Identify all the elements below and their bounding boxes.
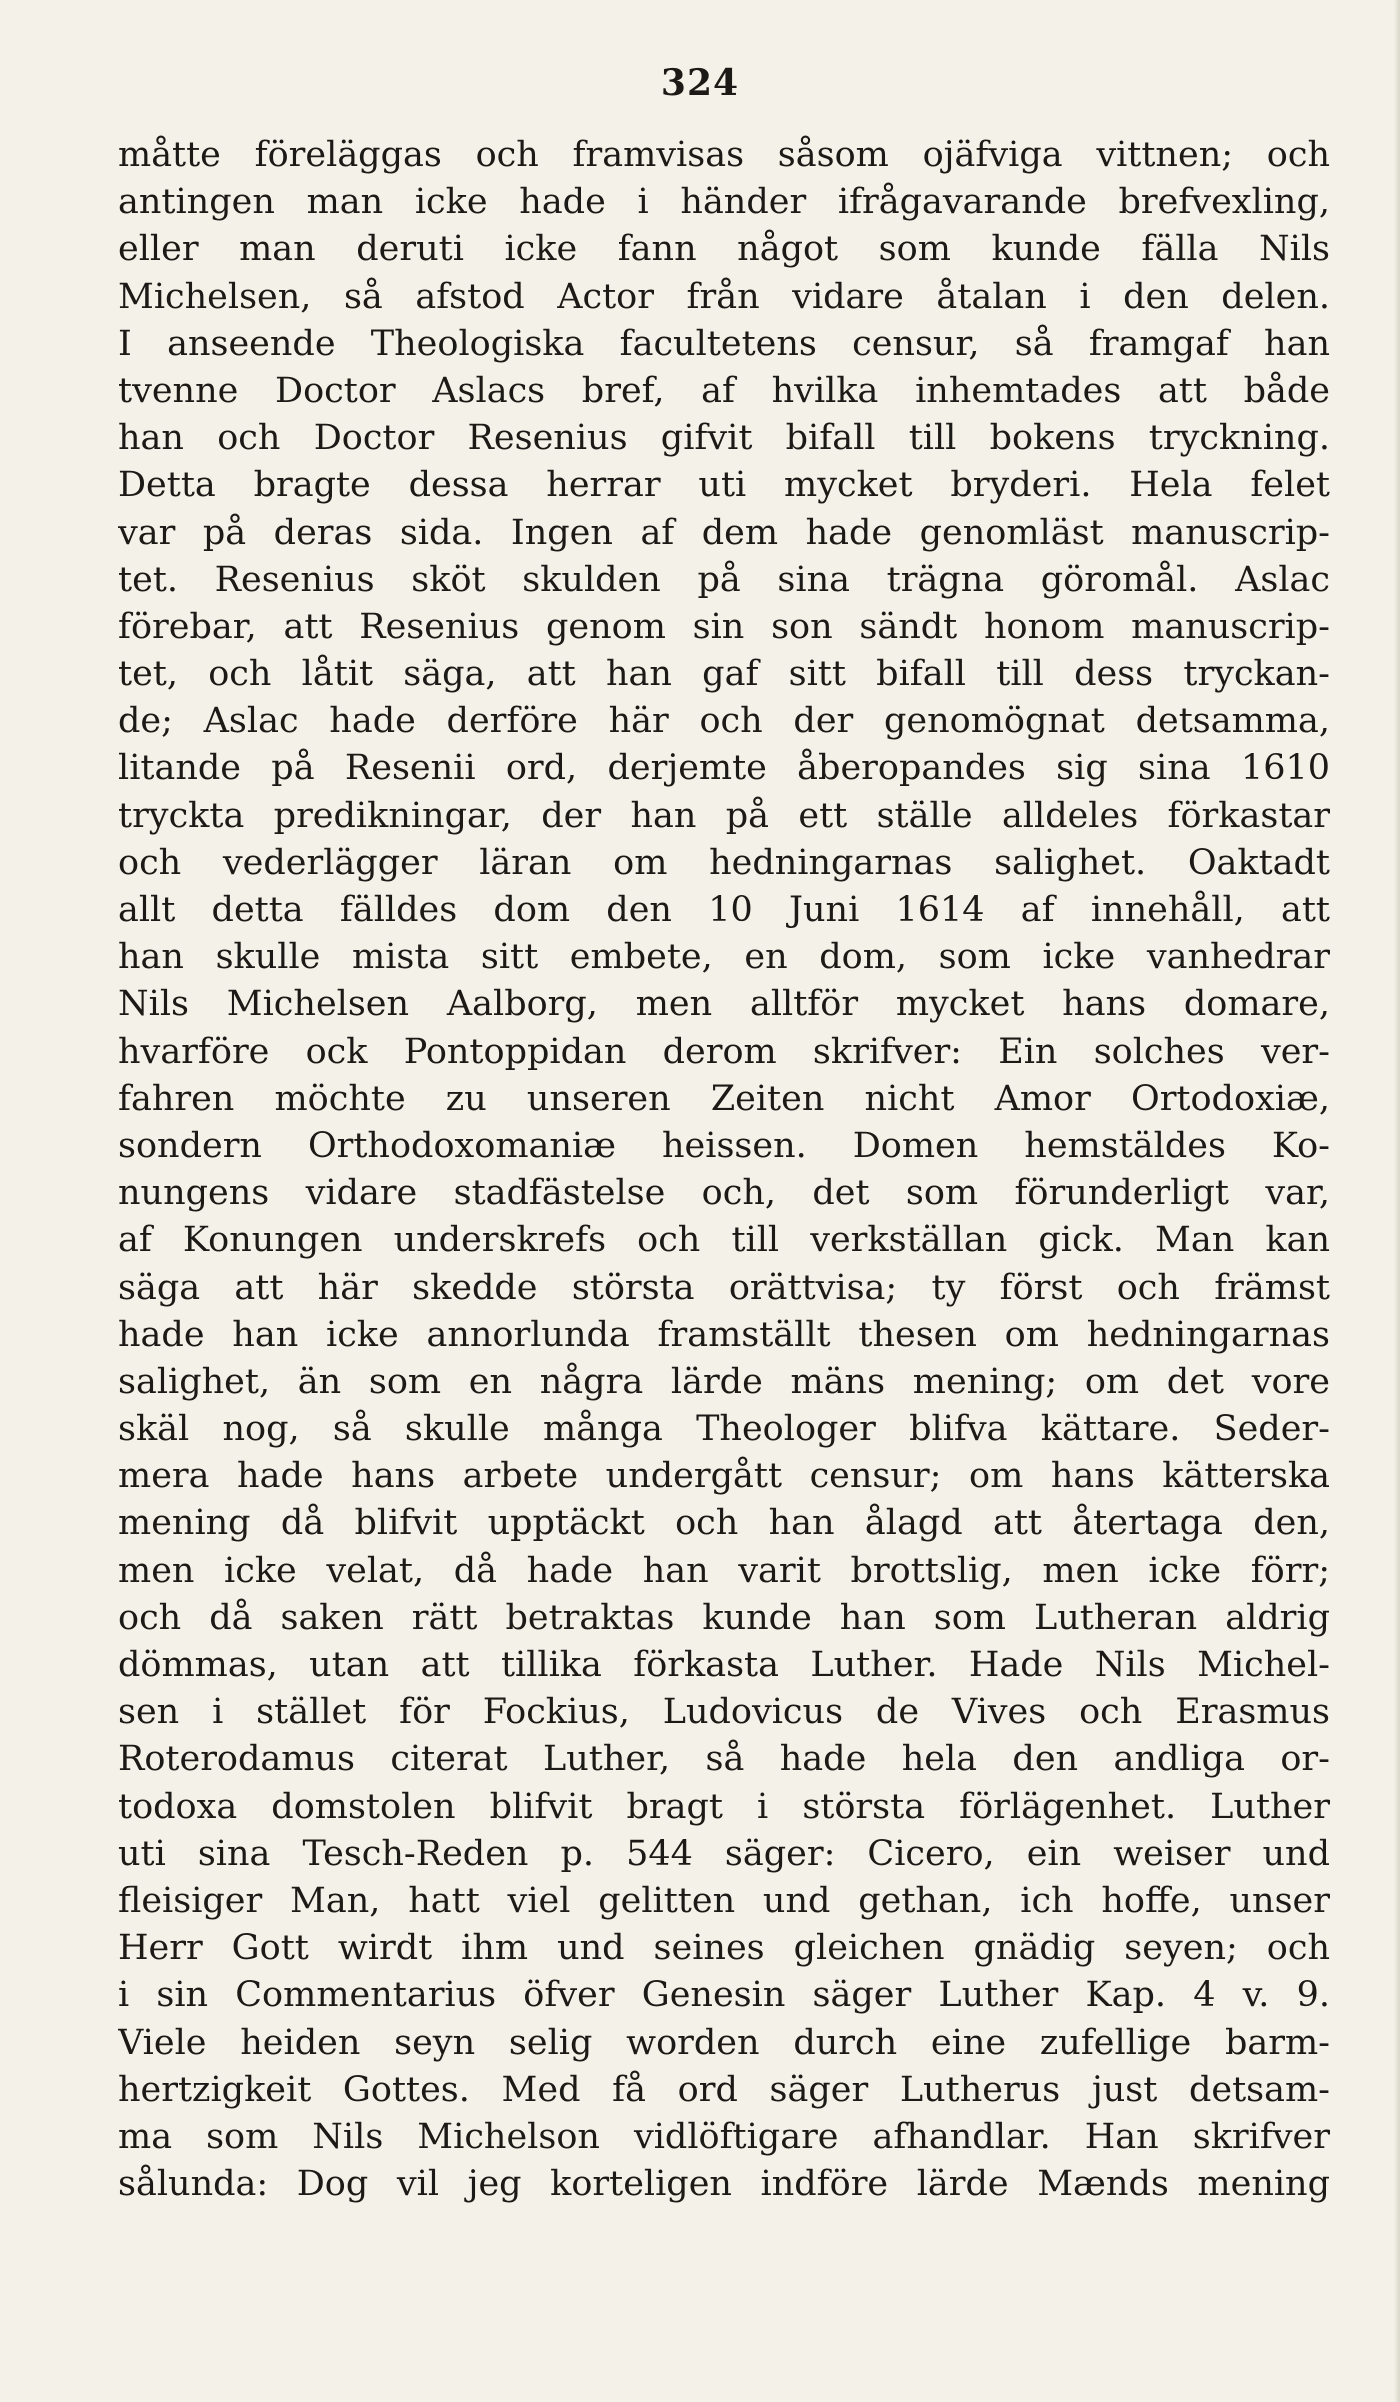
text-line: sålunda: Dog vil jeg korteligen indföre lärde Mænds mening: [118, 2164, 1330, 2205]
text-line: todoxa domstolen blifvit bragt i största förlägenhet. Luther: [118, 1786, 1330, 1827]
text-line: antingen man icke hade i händer ifrågavarande brefvexling,: [118, 182, 1330, 223]
text-line: Nils Michelsen Aalborg, men alltför mycket hans domare,: [118, 984, 1330, 1025]
text-line: förebar, att Resenius genom sin son sändt honom manuscrip-: [118, 606, 1330, 647]
text-line: Detta bragte dessa herrar uti mycket bryderi. Hela felet: [118, 465, 1330, 506]
text-line: de; Aslac hade derföre här och der genomögnat detsamma,: [118, 701, 1330, 742]
text-line: sen i stället för Fockius, Ludovicus de Vives och Erasmus: [118, 1692, 1330, 1733]
text-line: sondern Orthodoxomaniæ heissen. Domen hemstäldes Ko-: [118, 1125, 1330, 1166]
text-line: han och Doctor Resenius gifvit bifall till bokens tryckning.: [118, 418, 1330, 459]
text-line: säga att här skedde största orättvisa; ty först och främst: [118, 1267, 1330, 1308]
text-line: tet, och låtit säga, att han gaf sitt bifall till dess tryckan-: [118, 654, 1330, 695]
text-line: litande på Resenii ord, derjemte åberopandes sig sina 1610: [118, 748, 1330, 789]
text-line: Michelsen, så afstod Actor från vidare åtalan i den delen.: [118, 276, 1330, 317]
text-line: var på deras sida. Ingen af dem hade genomläst manuscrip-: [118, 512, 1330, 553]
text-line: fleisiger Man, hatt viel gelitten und gethan, ich hoffe, unser: [118, 1880, 1330, 1921]
text-line: i sin Commentarius öfver Genesin säger Luther Kap. 4 v. 9.: [118, 1975, 1330, 2016]
text-line: af Konungen underskrefs och till verkställan gick. Man kan: [118, 1220, 1330, 1261]
text-line: måtte föreläggas och framvisas såsom ojäfviga vittnen; och: [118, 135, 1330, 175]
text-line: hvarföre ock Pontoppidan derom skrifver: Ein solches ver-: [118, 1031, 1330, 1072]
text-line: Herr Gott wirdt ihm und seines gleichen gnädig seyen; och: [118, 1928, 1330, 1969]
text-line: och vederlägger läran om hedningarnas salighet. Oaktadt: [118, 842, 1330, 883]
text-line: ma som Nils Michelson vidlöftigare afhandlar. Han skrifver: [118, 2116, 1330, 2157]
text-line: mera hade hans arbete undergått censur; om hans kätterska: [118, 1456, 1330, 1497]
page-edge-shadow: [1394, 0, 1400, 2402]
text-line: tvenne Doctor Aslacs bref, af hvilka inhemtades att både: [118, 370, 1330, 411]
text-line: dömmas, utan att tillika förkasta Luther. Hade Nils Michel-: [118, 1645, 1330, 1685]
body-text: [118, 132, 1330, 2208]
text-line: eller man deruti icke fann något som kunde fälla Nils: [118, 229, 1330, 270]
text-line: hade han icke annorlunda framställt thesen om hedningarnas: [118, 1314, 1330, 1355]
text-line: han skulle mista sitt embete, en dom, som icke vanhedrar: [118, 937, 1330, 978]
text-line: men icke velat, då hade han varit brottslig, men icke förr;: [118, 1550, 1330, 1591]
page-number: 324: [660, 62, 740, 104]
text-line: tet. Resenius sköt skulden på sina trägna göromål. Aslac: [118, 559, 1330, 600]
text-line: och då saken rätt betraktas kunde han som Lutheran aldrig: [118, 1597, 1330, 1638]
text-line: skäl nog, så skulle många Theologer blifva kättare. Seder-: [118, 1409, 1330, 1450]
text-line: mening då blifvit upptäckt och han ålagd att återtaga den,: [118, 1503, 1330, 1544]
text-line: Viele heiden seyn selig worden durch eine zufellige barm-: [118, 2022, 1330, 2063]
text-line: tryckta predikningar, der han på ett ställe alldeles förkastar: [118, 795, 1330, 836]
text-line: hertzigkeit Gottes. Med få ord säger Lutherus just detsam-: [118, 2069, 1330, 2110]
text-line: nungens vidare stadfästelse och, det som förunderligt var,: [118, 1173, 1330, 1214]
text-line: allt detta fälldes dom den 10 Juni 1614 af innehåll, att: [118, 890, 1330, 930]
text-line: Roterodamus citerat Luther, så hade hela den andliga or-: [118, 1739, 1330, 1780]
text-line: salighet, än som en några lärde mäns mening; om det vore: [118, 1361, 1330, 1402]
text-line: fahren möchte zu unseren Zeiten nicht Amor Ortodoxiæ,: [118, 1078, 1330, 1119]
text-line: I anseende Theologiska facultetens censur, så framgaf han: [118, 323, 1330, 364]
text-line: uti sina Tesch-Reden p. 544 säger: Cicero, ein weiser und: [118, 1833, 1330, 1874]
